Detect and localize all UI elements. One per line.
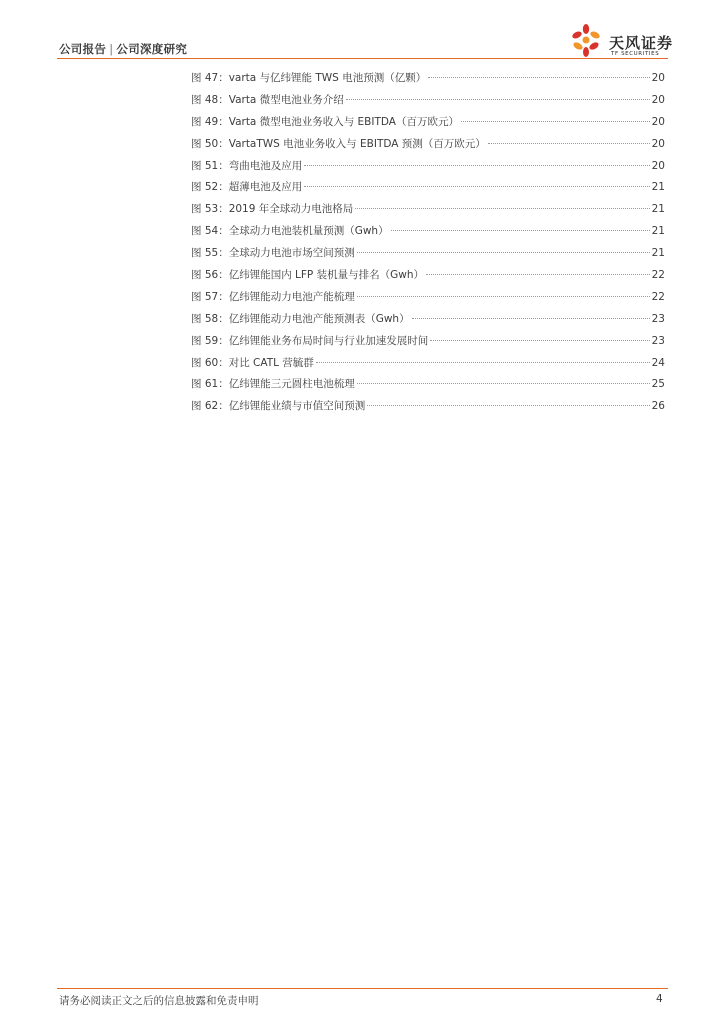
toc-leader-dots xyxy=(412,310,650,319)
toc-leader-dots xyxy=(346,91,650,100)
toc-entry-title: 图 57：亿纬锂能动力电池产能梳理 xyxy=(191,290,355,303)
toc-entry[interactable] xyxy=(191,177,665,199)
toc-entry-title: 图 60：对比 CATL 营毓群 xyxy=(191,356,314,369)
toc-entry-title: 图 61：亿纬锂能三元圆柱电池梳理 xyxy=(191,378,355,391)
report-header xyxy=(59,41,187,57)
toc-leader-dots xyxy=(391,222,650,231)
toc-entry-title: 图 47：varta 与亿纬锂能 TWS 电池预测（亿颗） xyxy=(191,72,427,84)
toc-entry-page: 20 xyxy=(651,93,665,106)
toc-entry-title: 图 51：弯曲电池及应用 xyxy=(191,159,303,172)
report-type: 公司报告 xyxy=(59,42,107,56)
header-divider xyxy=(57,58,668,59)
toc-entry[interactable] xyxy=(191,90,665,112)
toc-entry-title: 图 48：Varta 微型电池业务介绍 xyxy=(191,93,344,106)
toc-leader-dots xyxy=(357,375,650,384)
toc-entry[interactable] xyxy=(191,396,665,418)
toc-leader-dots xyxy=(316,354,650,363)
toc-entry-page: 21 xyxy=(651,247,665,260)
toc-entry[interactable] xyxy=(191,243,665,265)
toc-entry-title: 图 54：全球动力电池装机量预测（Gwh） xyxy=(191,225,389,238)
toc-entry-page: 20 xyxy=(651,115,665,128)
footer-page-number: 4 xyxy=(656,993,663,1005)
toc-leader-dots xyxy=(426,266,650,275)
toc-entry[interactable] xyxy=(191,112,665,134)
toc-entry-title: 图 55：全球动力电池市场空间预测 xyxy=(191,247,355,260)
toc-entry-title: 图 56：亿纬锂能国内 LFP 装机量与排名（Gwh） xyxy=(191,269,424,282)
table-of-figures xyxy=(191,68,665,418)
toc-entry-title: 图 53：2019 年全球动力电池格局 xyxy=(191,203,354,216)
footer-disclaimer: 请务必阅读正文之后的信息披露和免责申明 xyxy=(59,995,259,1007)
toc-entry-page: 21 xyxy=(651,225,665,238)
toc-entry-title: 图 62：亿纬锂能业绩与市值空间预测 xyxy=(191,400,366,413)
toc-entry-title: 图 49：Varta 微型电池业务收入与 EBITDA（百万欧元） xyxy=(191,115,459,128)
flower-logo-icon xyxy=(569,22,609,60)
toc-entry-page: 23 xyxy=(651,312,665,325)
toc-entry[interactable] xyxy=(191,199,665,221)
toc-entry-page: 24 xyxy=(651,356,665,369)
tf-securities-logo xyxy=(569,22,673,60)
toc-entry-page: 26 xyxy=(651,400,665,413)
toc-entry-page: 22 xyxy=(651,269,665,282)
toc-entry-title: 图 59：亿纬锂能业务布局时间与行业加速发展时间 xyxy=(191,334,429,347)
toc-entry-page: 25 xyxy=(651,378,665,391)
toc-entry-page: 20 xyxy=(651,72,665,84)
toc-entry[interactable] xyxy=(191,156,665,178)
toc-entry[interactable] xyxy=(191,221,665,243)
toc-entry[interactable] xyxy=(191,353,665,375)
toc-entry-page: 22 xyxy=(651,290,665,303)
toc-entry-title: 图 58：亿纬锂能动力电池产能预测表（Gwh） xyxy=(191,312,410,325)
toc-leader-dots xyxy=(357,244,650,253)
logo-text-cn: 天风证券 xyxy=(609,34,674,52)
toc-leader-dots xyxy=(304,178,649,187)
toc-leader-dots xyxy=(461,113,650,122)
toc-entry[interactable] xyxy=(191,309,665,331)
toc-entry-page: 20 xyxy=(651,137,665,150)
toc-entry-page: 23 xyxy=(651,334,665,347)
toc-entry[interactable] xyxy=(191,134,665,156)
toc-leader-dots xyxy=(488,135,650,144)
toc-entry-page: 21 xyxy=(651,181,665,194)
toc-entry[interactable] xyxy=(191,265,665,287)
header-separator: | xyxy=(109,42,114,56)
toc-leader-dots xyxy=(304,157,649,166)
toc-leader-dots xyxy=(355,200,649,209)
toc-entry[interactable] xyxy=(191,374,665,396)
toc-leader-dots xyxy=(367,397,649,406)
logo-text-en: TF SECURITIES xyxy=(611,51,660,57)
toc-entry-page: 20 xyxy=(651,159,665,172)
toc-entry[interactable] xyxy=(191,68,665,90)
toc-leader-dots xyxy=(357,288,650,297)
toc-leader-dots xyxy=(428,69,649,78)
toc-entry-title: 图 52：超薄电池及应用 xyxy=(191,181,303,194)
toc-entry[interactable] xyxy=(191,331,665,353)
toc-entry[interactable] xyxy=(191,287,665,309)
footer-divider xyxy=(57,988,668,989)
toc-leader-dots xyxy=(430,332,649,341)
toc-entry-title: 图 50：VartaTWS 电池业务收入与 EBITDA 预测（百万欧元） xyxy=(191,137,486,150)
toc-entry-page: 21 xyxy=(651,203,665,216)
report-subtype: 公司深度研究 xyxy=(116,42,188,56)
